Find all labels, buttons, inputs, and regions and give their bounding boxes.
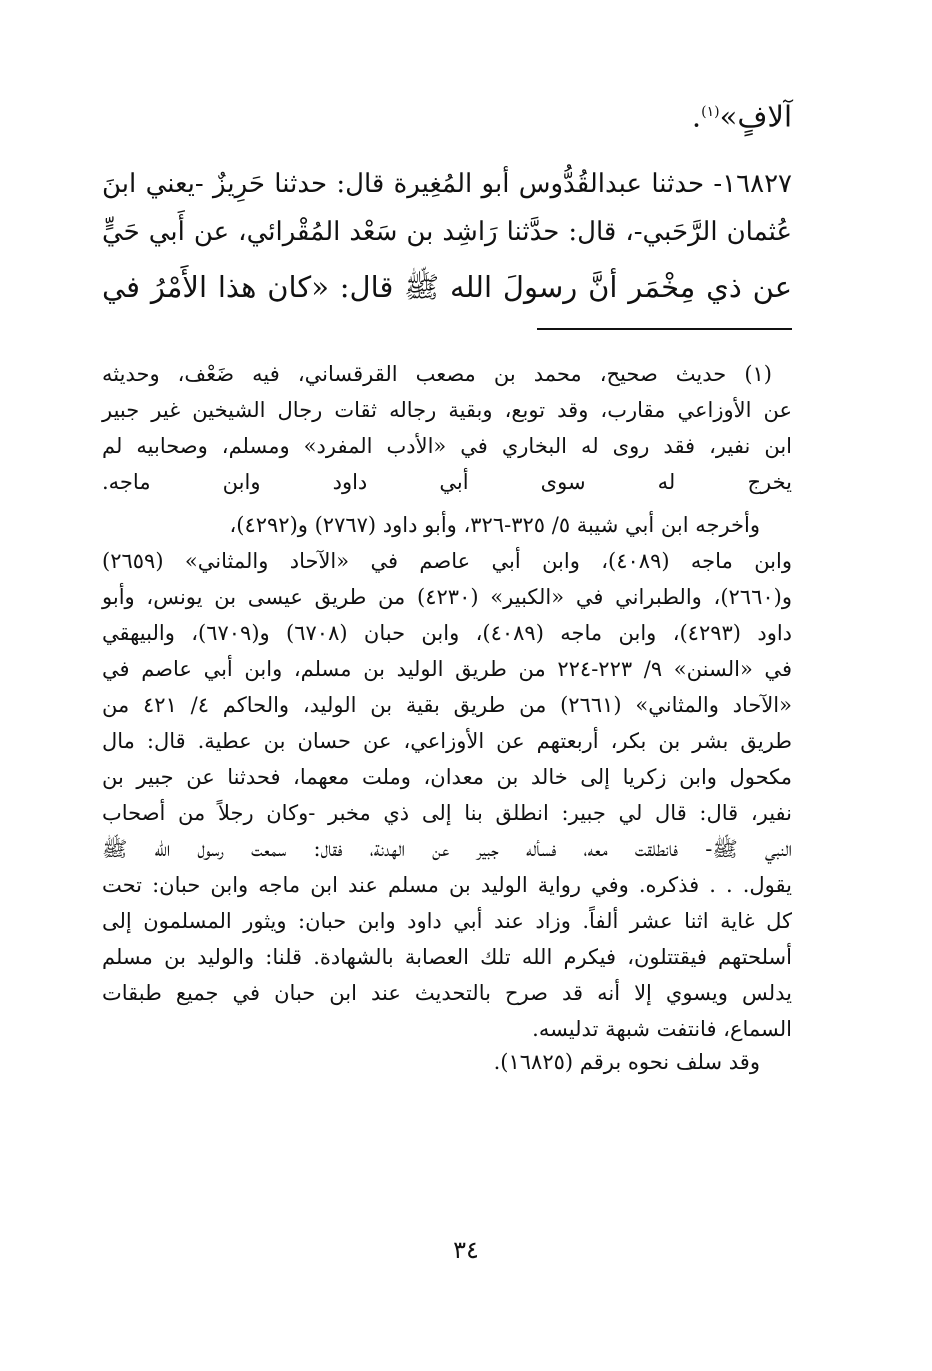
- footnote-line-18: يدلس ويسوي إلا أنه قد صرح بالتحديث عند ابن حبان في جميع طبقات: [102, 981, 792, 1005]
- footnote-line-6: وابن ماجه (٤٠٨٩)، وابن أبي عاصم في «الآحاد والمثاني» (٢٦٥٩): [102, 549, 792, 573]
- hadith-line-3: عن ذي مِخْمَر أنَّ رسولَ الله ﷺ قال: «كان هذا الأَمْرُ في: [102, 270, 792, 304]
- footnote-line-16: كل غاية اثنا عشر ألفاً. وزاد عند أبي داود وابن حبان: ويثور المسلمون إلى: [102, 909, 792, 933]
- footnote-line-19: السماع، فانتفت شبهة تدليسه.: [532, 1017, 792, 1041]
- footnote-line-14: النبي ﷺ- فانطلقت معه، فسأله جبير عن الهدنة، فقال: سمعت رسول الله ﷺ: [102, 837, 792, 861]
- page-number: ٣٤: [453, 1236, 479, 1264]
- footnote-line-2: عن الأوزاعي مقارب، وقد توبع، وبقية رجاله ثقات رجال الشيخين غير جبير: [102, 398, 792, 422]
- hadith-line-2: عُثمان الرَّحَبي-، قال: حدَّثنا رَاشِد بن سَعْد المُقْرائي، عن أَبي حَيٍّ: [102, 217, 792, 247]
- footnote-line-20: وقد سلف نحوه برقم (١٦٨٢٥).: [493, 1050, 760, 1074]
- carry-over-text: آلافٍ»: [719, 99, 792, 134]
- footnote-line-15: يقول. . . فذكره. وفي رواية الوليد بن مسلم عند ابن ماجه وابن حبان: تحت: [102, 873, 792, 897]
- hadith-line-1: ١٦٨٢٧- حدثنا عبدالقُدُّوس أبو المُغِيرة قال: حدثنا حَرِيزٌ -يعني ابنَ: [102, 169, 792, 199]
- footnote-line-10: «الآحاد والمثاني» (٢٦٦١) من طريق بقية بن الوليد، والحاكم ٤/ ٤٢١ من: [102, 693, 792, 717]
- footnote-marker: (١): [701, 104, 720, 120]
- footnote-line-13: نفير، قال: قال لي جبير: انطلق بنا إلى ذي مخبر -وكان رجلاً من أصحاب: [102, 801, 792, 825]
- footnote-line-17: أسلحتهم فيقتتلون، فيكرم الله تلك العصابة بالشهادة. قلنا: والوليد بن مسلم: [102, 945, 792, 969]
- footnote-line-1: (١) حديث صحيح، محمد بن مصعب القرقساني، فيه ضَعْف، وحديثه: [102, 362, 772, 386]
- footnote-line-12: مكحول وابن زكريا إلى خالد بن معدان، وملت معهما، فحدثنا عن جبير بن: [102, 765, 792, 789]
- footnote-line-11: طريق بشر بن بكر، أربعتهم عن الأوزاعي، عن حسان بن عطية. قال: مال: [102, 729, 792, 753]
- footnote-line-3: ابن نفير، فقد روى له البخاري في «الأدب المفرد» ومسلم، وصحابيه لم: [102, 434, 792, 458]
- footnote-line-4: يخرج له سوى أبي داود وابن ماجه.: [102, 470, 792, 494]
- footnote-line-7: و(٢٦٦٠)، والطبراني في «الكبير» (٤٢٣٠) من طريق عيسى بن يونس، وأبو: [102, 585, 792, 609]
- footnote-separator: [537, 328, 792, 330]
- footnote-line-9: في «السنن» ٩/ ٢٢٣-٢٢٤ من طريق الوليد بن مسلم، وابن أبي عاصم في: [102, 657, 792, 681]
- carry-over-period: .: [691, 99, 702, 134]
- carry-over-line: [102, 90, 792, 139]
- footnote-line-5: وأخرجه ابن أبي شيبة ٥/ ٣٢٥-٣٢٦، وأبو داود (٢٧٦٧) و(٤٢٩٢)،: [229, 513, 760, 537]
- footnote-line-8: داود (٤٢٩٣)، وابن ماجه (٤٠٨٩)، وابن حبان (٦٧٠٨) و(٦٧٠٩)، والبيهقي: [102, 621, 793, 645]
